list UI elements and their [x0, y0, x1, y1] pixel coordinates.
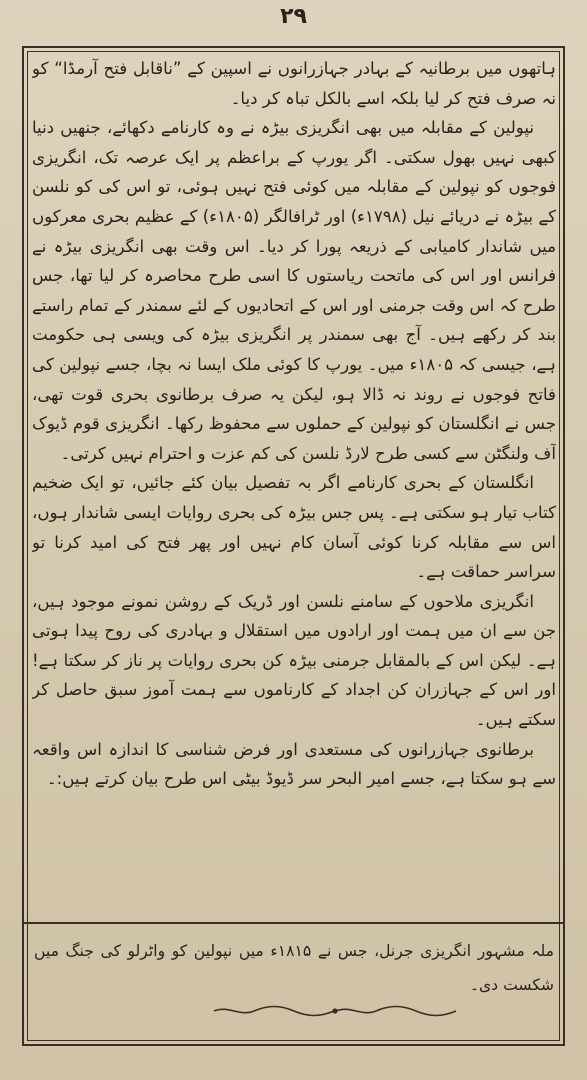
footnote-divider [24, 922, 563, 924]
body-text [32, 54, 556, 916]
page-number: ۲۹ [280, 4, 307, 29]
paragraph-5: برطانوی جہازرانوں کی مستعدی اور فرض شناسی کا اندازہ اس واقعہ سے ہو سکتا ہے، جسے امیر البحر سر ڈیوڈ بیٹی اس طرح بیان کرتے ہیں:۔ [32, 739, 556, 789]
footnote: ملہ مشہور انگریزی جرنل، جس نے ۱۸۱۵ء میں نپولین کو واٹرلو کی جنگ میں شکست دی۔ [34, 942, 554, 994]
paragraph-4: انگریزی ملاحوں کے سامنے نلسن اور ڈریک کے روشن نمونے موجود ہیں، جن سے ان میں ہمت اور ارادوں میں استقلال و بہادری کی روح پیدا ہوتی ہے۔ لیکن اس کے بالمقابل جرمنی بیڑہ کن بحری روایات پر ناز کر سکتا ہے! اور اس کے جہازران کن اجداد کے کارناموں سے ہمت آموز سبق حاصل کر سکتے ہیں۔ [32, 591, 556, 730]
paragraph-1: ہاتھوں میں برطانیہ کے بہادر جہازرانوں نے اسپین کے ”ناقابل فتح آرمڈا“ کو نہ صرف فتح کر لیا بلکہ اسے بالکل تباہ کر دیا۔ [32, 59, 556, 108]
paragraph-2: نپولین کے مقابلہ میں بھی انگریزی بیڑہ نے وہ کارنامے دکھائے، جنھیں دنیا کبھی نہیں بھول سکتی۔ اگر یورپ کے براعظم پر ایک عرصہ تک، انگریزی فوجوں کو نپولین کے مقابلہ میں کوئی فتح نہیں ہوئی، تو اس کی کو نلسن کے بیڑہ نے دریائے نیل (۱۷۹۸ء) اور ٹرافالگر (۱۸۰۵ء) کے عظیم بحری معرکوں میں شاندار کامیابی کے ذریعہ پورا کر دیا۔ اس وقت بھی انگریزی بیڑہ نے فرانس اور اس کی ماتحت ریاستوں کا اسی طرح محاصرہ کر لیا تھا، جس طرح کہ اس وقت جرمنی اور اس کے اتحادیوں کے لئے سمندر کے تمام راستے بند کر رکھے ہیں۔ آج بھی سمندر پر انگریزی بیڑہ کی ویسی ہی حکومت ہے، جیسی کہ ۱۸۰۵ء میں۔ یورپ کا کوئی ملک ایسا نہ بچا، جسے نپولین کی فاتح فوجوں نے روند نہ ڈالا ہو، لیکن یہ صرف برطانوی بحری قوت تھی، جس نے انگلستان کو نپولین کے حملوں سے محفوظ رکھا۔ انگریزی قوم ڈیوک آف ولنگٹن سے کسی طرح لارڈ نلسن کی کم عزت و احترام نہیں کرتی۔ [32, 118, 556, 463]
decorative-rule-ornament [210, 1004, 460, 1018]
paragraph-3: انگلستان کے بحری کارنامے اگر بہ تفصیل بیان کئے جائیں، تو ایک ضخیم کتاب تیار ہو سکتی ہے۔ پس جس بیڑہ کی بحری روایات ایسی شاندار ہوں، اس سے مقابلہ کرنا کوئی آسان کام نہیں اور پھر فتح کی امید کرنا تو سراسر حماقت ہے۔ [32, 473, 556, 582]
